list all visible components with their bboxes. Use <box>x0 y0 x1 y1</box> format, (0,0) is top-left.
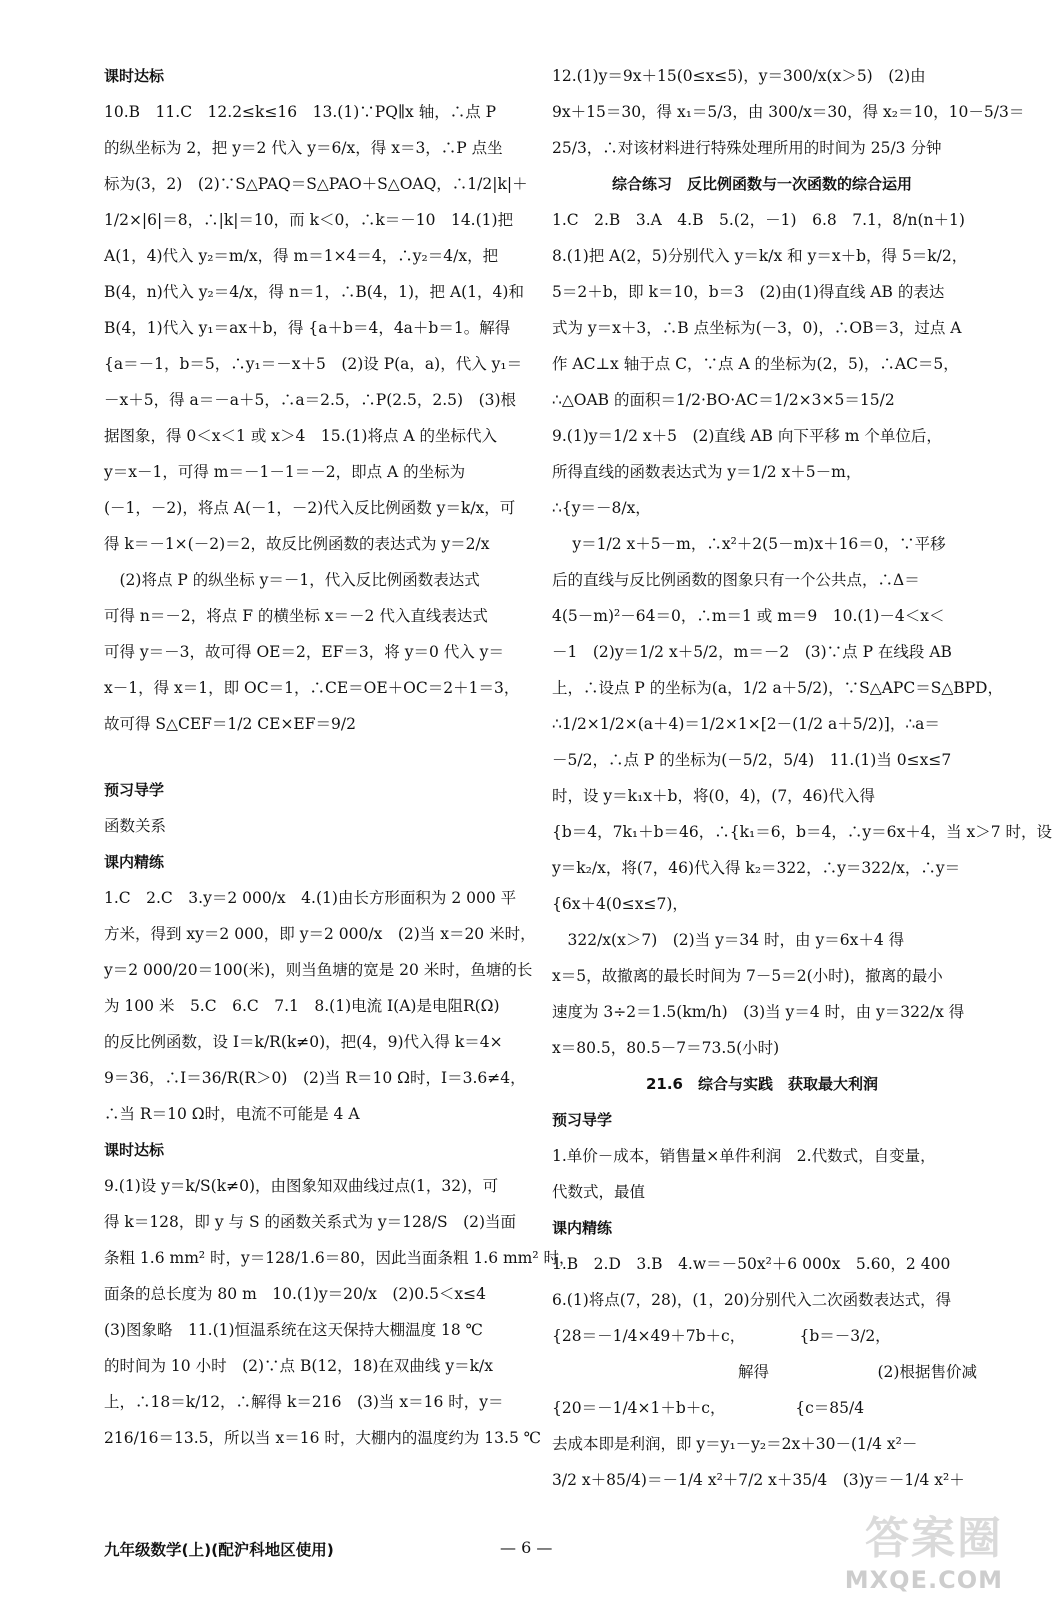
answer-line: ∴1/2×1/2×(a＋4)＝1/2×1×[2－(1/2 a＋5/2)]，∴a＝ <box>552 715 940 733</box>
section-heading: 预习导学 <box>104 781 165 799</box>
answer-line: ∴当 R＝10 Ω时，电流不可能是 4 A <box>104 1105 360 1123</box>
answer-line: 9.(1)y＝1/2 x＋5 (2)直线 AB 向下平移 m 个单位后， <box>552 427 942 445</box>
answer-line: x－1，得 x＝1，即 OC＝1，∴CE＝OE＋OC＝2＋1＝3， <box>104 679 520 697</box>
answer-line: {28＝－1/4×49＋7b＋c， {b＝－3/2， <box>552 1327 891 1345</box>
answer-line: －1 (2)y＝1/2 x＋5/2，m＝－2 (3)∵点 P 在线段 AB <box>552 643 952 661</box>
answer-line: 的时间为 10 小时 (2)∵点 B(12，18)在双曲线 y＝k/x <box>104 1357 493 1375</box>
page-number: — 6 — <box>500 1538 553 1557</box>
answer-line: B(4，1)代入 y₁＝ax＋b，得 {a＋b＝4，4a＋b＝1。解得 <box>104 319 511 337</box>
answer-line: 解得 (2)根据售价减 <box>552 1363 977 1381</box>
section-heading: 21.6 综合与实践 获取最大利润 <box>645 1075 878 1093</box>
answer-line: 1.C 2.B 3.A 4.B 5.(2，－1) 6.8 7.1，8/n(n＋1) <box>552 211 965 229</box>
answer-line: ∴{y＝－8/x， <box>552 499 651 517</box>
answer-line: {b＝4，7k₁＋b＝46，∴{k₁＝6，b＝4，∴y＝6x＋4，当 x＞7 时，设 <box>552 823 1052 841</box>
answer-line: 的反比例函数，设 I＝k/R(k≠0)，把(4，9)代入得 k＝4× <box>104 1033 503 1051</box>
answer-line: 1.C 2.C 3.y＝2 000/x 4.(1)由长方形面积为 2 000 平 <box>104 889 517 907</box>
answer-line: (3)图象略 11.(1)恒温系统在这天保持大棚温度 18 ℃ <box>104 1321 483 1339</box>
answer-line: 5＝2＋b，即 k＝10，b＝3 (2)由(1)得直线 AB 的表达 <box>552 283 945 301</box>
watermark <box>845 1502 1003 1594</box>
answer-line: x＝5，故撤离的最长时间为 7－5＝2(小时)，撤离的最小 <box>552 967 943 985</box>
answer-line: 216/16＝13.5，所以当 x＝16 时，大棚内的温度约为 13.5 ℃ <box>104 1429 542 1447</box>
answer-line: 速度为 3÷2＝1.5(km/h) (3)当 y＝4 时，由 y＝322/x 得 <box>552 1003 965 1021</box>
answer-line: 9＝36，∴I＝36/R(R＞0) (2)当 R＝10 Ω时，I＝3.6≠4， <box>104 1069 526 1087</box>
answer-line: {6x＋4(0≤x≤7)， <box>552 895 688 913</box>
answer-line: 时，设 y＝k₁x＋b，将(0，4)，(7，46)代入得 <box>552 787 875 805</box>
answer-line: y＝k₂/x，将(7，46)代入得 k₂＝322，∴y＝322/x，∴y＝ <box>552 859 961 877</box>
answer-line: 式为 y＝x＋3，∴B 点坐标为(－3，0)，∴OB＝3，过点 A <box>552 319 962 337</box>
answer-line: 可得 n＝－2，将点 F 的横坐标 x＝－2 代入直线表达式 <box>104 607 488 625</box>
section-heading: 综合练习 反比例函数与一次函数的综合运用 <box>611 175 912 193</box>
footer-book-title: 九年级数学(上)(配沪科地区使用) <box>104 1541 334 1559</box>
answer-line: 后的直线与反比例函数的图象只有一个公共点，∴Δ＝ <box>552 571 920 589</box>
answer-line: 6.(1)将点(7，28)，(1，20)分别代入二次函数表达式，得 <box>552 1291 952 1309</box>
answer-line: 条粗 1.6 mm² 时，y＝128/1.6＝80，因此当面条粗 1.6 mm² 时， <box>104 1249 575 1267</box>
answer-line: 322/x(x＞7) (2)当 y＝34 时，由 y＝6x＋4 得 <box>552 931 905 949</box>
answer-line: 作 AC⊥x 轴于点 C，∵点 A 的坐标为(2，5)，∴AC＝5， <box>552 355 959 373</box>
answer-line: 标为(3，2) (2)∵S△PAQ＝S△PAO＋S△OAQ，∴1/2|k|＋ <box>104 175 528 193</box>
section-heading: 预习导学 <box>552 1111 613 1129</box>
answer-line: 方米，得到 xy＝2 000，即 y＝2 000/x (2)当 x＝20 米时， <box>104 925 536 943</box>
answer-line: y＝2 000/20＝100(米)，则当鱼塘的宽是 20 米时，鱼塘的长 <box>104 961 533 979</box>
answer-line: 去成本即是利润，即 y＝y₁－y₂＝2x＋30－(1/4 x²－ <box>552 1435 918 1453</box>
left-column <box>104 58 575 1456</box>
answer-line: y＝1/2 x＋5－m，∴x²＋2(5－m)x＋16＝0，∵平移 <box>552 535 946 553</box>
answer-line: y＝x－1，可得 m＝－1－1＝－2，即点 A 的坐标为 <box>104 463 466 481</box>
answer-line: 12.(1)y＝9x＋15(0≤x≤5)，y＝300/x(x＞5) (2)由 <box>552 67 926 85</box>
watermark-domain: MXQE.COM <box>844 1566 1003 1594</box>
answer-line: 8.(1)把 A(2，5)分别代入 y＝k/x 和 y＝x＋b，得 5＝k/2， <box>552 247 968 265</box>
answer-line: 得 k＝－1×(－2)＝2，故反比例函数的表达式为 y＝2/x <box>104 535 490 553</box>
watermark-logo: 答案圈 <box>865 1513 1003 1564</box>
answer-line: (2)将点 P 的纵坐标 y＝－1，代入反比例函数表达式 <box>104 571 480 589</box>
answer-line: 函数关系 <box>104 817 167 835</box>
answer-line: 为 100 米 5.C 6.C 7.1 8.(1)电流 I(A)是电阻R(Ω) <box>104 997 500 1015</box>
answer-line: 4(5－m)²－64＝0，∴m＝1 或 m＝9 10.(1)－4＜x＜ <box>552 607 945 625</box>
section-heading: 课内精练 <box>552 1219 613 1237</box>
answer-line: －x＋5，得 a＝－a＋5，∴a＝2.5，∴P(2.5，2.5) (3)根 <box>104 391 517 409</box>
answer-line: 25/3，∴对该材料进行特殊处理所用的时间为 25/3 分钟 <box>552 139 942 157</box>
answer-line: A(1，4)代入 y₂＝m/x，得 m＝1×4＝4，∴y₂＝4/x，把 <box>104 247 499 265</box>
answer-line: 面条的总长度为 80 m 10.(1)y＝20/x (2)0.5＜x≤4 <box>104 1285 487 1303</box>
answer-line: －5/2，∴点 P 的坐标为(－5/2，5/4) 11.(1)当 0≤x≤7 <box>552 751 952 769</box>
answer-line: 可得 y＝－3，故可得 OE＝2，EF＝3，将 y＝0 代入 y＝ <box>104 643 504 661</box>
answer-line: x＝80.5，80.5－7＝73.5(小时) <box>552 1039 780 1057</box>
answer-line: 的纵坐标为 2，把 y＝2 代入 y＝6/x，得 x＝3，∴P 点坐 <box>104 139 503 157</box>
answer-line: {20＝－1/4×1＋b＋c， {c＝85/4 <box>552 1399 865 1417</box>
answer-line: 1/2×|6|＝8，∴|k|＝10，而 k＜0，∴k＝－10 14.(1)把 <box>104 211 514 229</box>
section-heading: 课内精练 <box>104 853 165 871</box>
answer-line: ∴△OAB 的面积＝1/2·BO·AC＝1/2×3×5＝15/2 <box>552 391 895 409</box>
answer-line: 1.B 2.D 3.B 4.w＝－50x²＋6 000x 5.60，2 400 <box>552 1255 951 1273</box>
answer-line: 上，∴18＝k/12，∴解得 k＝216 (3)当 x＝16 时，y＝ <box>104 1393 504 1411</box>
answer-line: 1.单价－成本，销售量×单件利润 2.代数式，自变量， <box>552 1147 936 1165</box>
answer-line: (－1，－2)，将点 A(－1，－2)代入反比例函数 y＝k/x，可 <box>104 499 516 517</box>
answer-line: 9.(1)设 y＝k/S(k≠0)，由图象知双曲线过点(1，32)，可 <box>104 1177 499 1195</box>
answer-line: 上，∴设点 P 的坐标为(a，1/2 a＋5/2)，∵S△APC＝S△BPD， <box>552 679 1003 697</box>
answer-line: B(4，n)代入 y₂＝4/x，得 n＝1，∴B(4，1)，把 A(1，4)和 <box>104 283 524 301</box>
answer-line: 所得直线的函数表达式为 y＝1/2 x＋5－m， <box>552 463 862 481</box>
section-spacer <box>104 742 524 772</box>
section-heading: 课时达标 <box>104 67 165 85</box>
answer-line: {a＝－1，b＝5，∴y₁＝－x＋5 (2)设 P(a，a)，代入 y₁＝ <box>104 355 523 373</box>
answer-line: 据图象，得 0＜x＜1 或 x＞4 15.(1)将点 A 的坐标代入 <box>104 427 498 445</box>
answer-line: 代数式，最值 <box>552 1183 646 1201</box>
answer-line: 得 k＝128，即 y 与 S 的函数关系式为 y＝128/S (2)当面 <box>104 1213 517 1231</box>
answer-line: 3/2 x＋85/4)＝－1/4 x²＋7/2 x＋35/4 (3)y＝－1/4 x²＋ <box>552 1471 965 1489</box>
answer-line: 故可得 S△CEF＝1/2 CE×EF＝9/2 <box>104 715 356 733</box>
section-heading: 课时达标 <box>104 1141 165 1159</box>
answer-line: 10.B 11.C 12.2≤k≤16 13.(1)∵PQ∥x 轴，∴点 P <box>104 103 497 121</box>
right-column <box>552 58 1052 1498</box>
answer-line: 9x＋15＝30，得 x₁＝5/3，由 300/x＝30，得 x₂＝10，10－5/3＝ <box>552 103 1025 121</box>
